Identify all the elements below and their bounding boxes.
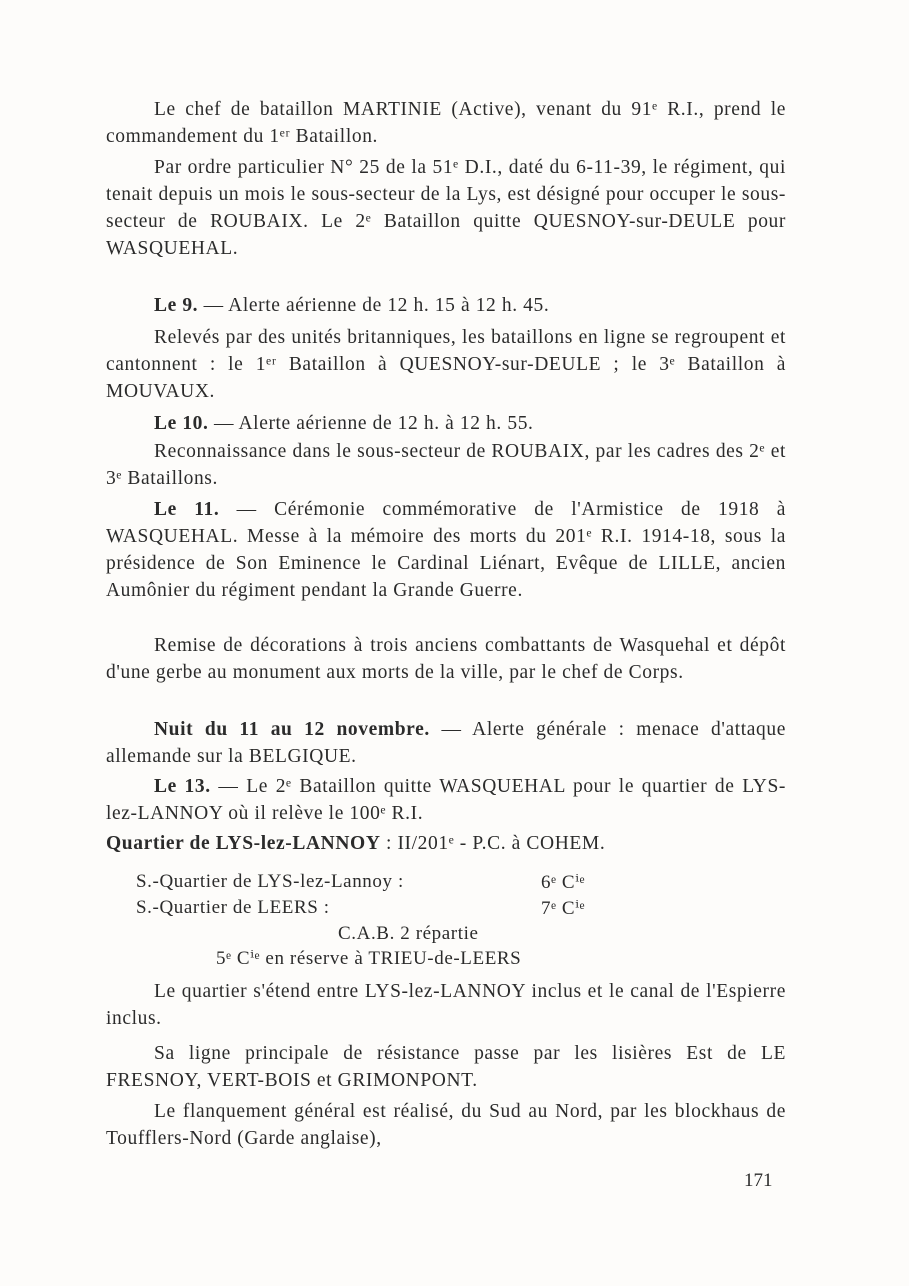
paragraph-10: Le 13. — Le 2ᵉ Bataillon quitte WASQUEHAL pour le quartier de LYS-lez-LANNOY où il relève le 100ᵉ R.I. (106, 776, 786, 824)
table-row-4: 5ᵉ Cⁱᵉ en réserve à TRIEU-de-LEERS (216, 948, 522, 969)
paragraph-4: Relevés par des unités britanniques, les bataillons en ligne se regroupent et cantonnent : le 1ᵉʳ Bataillon à QUESNOY-sur-DEULE ; le 3ᵉ Bataillon à MOUVAUX. (106, 327, 786, 402)
paragraph-3: Le 9. — Alerte aérienne de 12 h. 15 à 12 h. 45. (154, 295, 550, 316)
paragraph-7: Le 11. — Cérémonie commémorative de l'Armistice de 1918 à WASQUEHAL. Messe à la mémoire des morts du 201ᵉ R.I. 1914-18, sous la présidence de Son Eminence le Cardinal Liénart, Evêque de LILLE, ancien Aumônier du régiment pendant la Grande Guerre. (106, 499, 787, 601)
paragraph-14: Le flanquement général est réalisé, du Sud au Nord, par les blockhaus de Toufflers-Nord (Garde anglaise), (106, 1101, 786, 1149)
table-row-3: C.A.B. 2 répartie (338, 923, 479, 944)
table-row-2-label: S.-Quartier de LEERS : (136, 897, 330, 918)
sector-lead: Quartier de LYS-lez-LANNOY (106, 833, 381, 854)
paragraph-1: Le chef de bataillon MARTINIE (Active), venant du 91ᵉ R.I., prend le commandement du 1ᵉʳ Bataillon. (106, 99, 786, 147)
date-lead: Le 13. (154, 776, 211, 797)
paragraph-6: Reconnaissance dans le sous-secteur de ROUBAIX, par les cadres des 2ᵉ et 3ᵉ Bataillons. (106, 441, 786, 489)
table-row-1-value: 6ᵉ Cⁱᵉ (541, 872, 586, 893)
date-lead: Nuit du 11 au 12 novembre. (154, 719, 430, 740)
date-lead: Le 9. (154, 295, 199, 316)
paragraph-5: Le 10. — Alerte aérienne de 12 h. à 12 h. 55. (154, 413, 534, 434)
paragraph-13: Sa ligne principale de résistance passe par les lisières Est de LE FRESNOY, VERT-BOIS et GRIMONPONT. (106, 1043, 786, 1091)
paragraph-2: Par ordre particulier N° 25 de la 51ᵉ D.I., daté du 6-11-39, le régiment, qui tenait depuis un mois le sous-secteur de la Lys, est désigné pour occuper le sous-secteur de ROUBAIX. Le 2ᵉ Bataillon quitte QUESNOY-sur-DEULE pour WASQUEHAL. (106, 157, 786, 259)
paragraph-8: Remise de décorations à trois anciens combattants de Wasquehal et dépôt d'une gerbe au monument aux morts de la ville, par le chef de Corps. (106, 635, 786, 683)
table-row-2-value: 7ᵉ Cⁱᵉ (541, 898, 586, 919)
paragraph-9: Nuit du 11 au 12 novembre. — Alerte générale : menace d'attaque allemande sur la BELGIQUE. (106, 719, 786, 767)
paragraph-12: Le quartier s'étend entre LYS-lez-LANNOY inclus et le canal de l'Espierre inclus. (106, 981, 786, 1029)
date-lead: Le 10. (154, 413, 209, 434)
date-lead: Le 11. (154, 499, 220, 520)
page-number: 171 (744, 1170, 773, 1191)
paragraph-11: Quartier de LYS-lez-LANNOY : II/201ᵉ - P.C. à COHEM. (106, 833, 606, 854)
table-row-1-label: S.-Quartier de LYS-lez-Lannoy : (136, 871, 404, 892)
